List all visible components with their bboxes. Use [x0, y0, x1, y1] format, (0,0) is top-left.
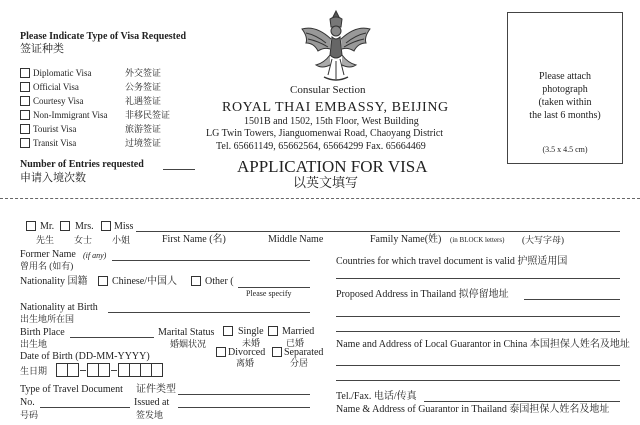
- official-visa-label-cn: 公务签证: [125, 82, 162, 92]
- photo-instruction-3: (taken within: [538, 97, 592, 108]
- tel-fax-label: Tel./Fax. 电话/传真: [336, 391, 417, 402]
- dob-digit-box[interactable]: [67, 363, 79, 377]
- non-immigrant-visa-label-cn: 非移民签证: [125, 110, 171, 120]
- travel-doc-field[interactable]: [178, 394, 310, 395]
- embassy-address-line1: 1501B and 1502, 15th Floor, West Building: [244, 116, 419, 127]
- transit-visa-label: Transit Visa: [33, 138, 77, 148]
- official-visa-checkbox[interactable]: [20, 82, 30, 92]
- marital-status-label: Marital Status: [158, 327, 215, 338]
- dob-digit-box[interactable]: [151, 363, 163, 377]
- nationality-birth-label: Nationality at Birth: [20, 302, 98, 313]
- divorced-label: Divorced: [228, 347, 266, 358]
- transit-visa-label-cn: 过境签证: [125, 138, 162, 148]
- block-letters-note-cn: (大写字母): [522, 235, 564, 245]
- travel-doc-label: Type of Travel Document: [20, 384, 123, 395]
- official-visa-label: Official Visa: [33, 82, 79, 92]
- embassy-name: ROYAL THAI EMBASSY, BEIJING: [222, 100, 449, 115]
- miss-checkbox[interactable]: [101, 221, 111, 231]
- courtesy-visa-label: Courtesy Visa: [33, 96, 84, 106]
- family-name-label: Family Name(姓): [370, 234, 442, 245]
- non-immigrant-visa-checkbox[interactable]: [20, 110, 30, 120]
- form-title-cn: 以英文填写: [293, 175, 359, 190]
- name-field-line[interactable]: [136, 231, 620, 232]
- local-guarantor-field-1[interactable]: [336, 365, 620, 366]
- birth-place-label: Birth Place: [20, 327, 65, 338]
- entries-label: Number of Entries requested: [20, 159, 144, 170]
- please-specify-note: Please specify: [246, 289, 292, 298]
- photo-instruction-4: the last 6 months): [529, 110, 601, 121]
- issued-at-field[interactable]: [178, 407, 310, 408]
- proposed-address-field-2[interactable]: [336, 316, 620, 317]
- issued-at-label: Issued at: [134, 397, 170, 408]
- chinese-checkbox[interactable]: [98, 276, 108, 286]
- dob-label: Date of Birth (DD-MM-YYYY): [20, 351, 150, 362]
- single-checkbox[interactable]: [223, 326, 233, 336]
- dob-separator: [111, 370, 117, 371]
- nationality-birth-field[interactable]: [108, 312, 310, 313]
- married-label: Married: [282, 326, 315, 337]
- married-label-cn: 已婚: [286, 338, 305, 348]
- divorced-checkbox[interactable]: [216, 347, 226, 357]
- doc-no-field[interactable]: [40, 407, 130, 408]
- travel-doc-label-cn: 证件类型: [136, 384, 176, 395]
- other-nationality-field[interactable]: [238, 287, 310, 288]
- proposed-address-label: Proposed Address in Thailand 拟停留地址: [336, 289, 509, 300]
- proposed-address-field-1[interactable]: [524, 299, 620, 300]
- dob-label-cn: 生日期: [20, 366, 48, 376]
- diplomatic-visa-checkbox[interactable]: [20, 68, 30, 78]
- miss-label: Miss: [114, 221, 134, 232]
- nationality-label: Nationality 国籍: [20, 276, 88, 287]
- middle-name-label: Middle Name: [268, 234, 324, 245]
- chinese-label: Chinese/中国人: [112, 276, 177, 287]
- tourist-visa-label: Tourist Visa: [33, 124, 77, 134]
- other-nationality-label: Other (: [205, 276, 234, 287]
- local-guarantor-label: Name and Address of Local Guarantor in China 本国担保人姓名及地址: [336, 339, 630, 350]
- marital-status-label-cn: 婚姻状况: [170, 339, 207, 349]
- tel-fax-field[interactable]: [424, 401, 620, 402]
- entries-field-line[interactable]: [163, 169, 195, 170]
- mr-label-cn: 先生: [36, 235, 55, 245]
- tourist-visa-checkbox[interactable]: [20, 124, 30, 134]
- block-letters-note: (in BLOCK letters): [450, 236, 505, 244]
- former-name-label: Former Name: [20, 249, 76, 260]
- birth-place-field[interactable]: [70, 337, 154, 338]
- separated-label-cn: 分居: [290, 358, 309, 368]
- embassy-tel: Tel. 65661149, 65662564, 65664299 Fax. 65664469: [216, 141, 426, 152]
- dob-separator: [80, 370, 86, 371]
- former-name-note: (if any): [83, 251, 107, 260]
- mr-label: Mr.: [40, 221, 55, 232]
- courtesy-visa-checkbox[interactable]: [20, 96, 30, 106]
- proposed-address-field-3[interactable]: [336, 331, 620, 332]
- garuda-emblem-icon: [296, 7, 376, 87]
- non-immigrant-visa-label: Non-Immigrant Visa: [33, 110, 108, 120]
- mr-checkbox[interactable]: [26, 221, 36, 231]
- embassy-address-line2: LG Twin Towers, Jianguomenwai Road, Chaoyang District: [206, 128, 444, 139]
- married-checkbox[interactable]: [268, 326, 278, 336]
- photo-instruction-2: photograph: [542, 84, 588, 95]
- mrs-checkbox[interactable]: [60, 221, 70, 231]
- divorced-label-cn: 离婚: [236, 358, 255, 368]
- separated-label: Separated: [284, 347, 324, 358]
- nationality-birth-label-cn: 出生地所在国: [20, 314, 75, 324]
- transit-visa-checkbox[interactable]: [20, 138, 30, 148]
- countries-valid-field[interactable]: [336, 278, 620, 279]
- doc-no-label: No.: [20, 397, 35, 408]
- other-nationality-checkbox[interactable]: [191, 276, 201, 286]
- section-divider: [0, 198, 640, 199]
- single-label: Single: [238, 326, 264, 337]
- photo-size: (3.5 x 4.5 cm): [542, 145, 588, 154]
- tourist-visa-label-cn: 旅游签证: [125, 124, 162, 134]
- diplomatic-visa-label-cn: 外交签证: [125, 68, 162, 78]
- entries-label-cn: 申请入境次数: [20, 172, 86, 184]
- mrs-label: Mrs.: [75, 221, 94, 232]
- former-name-label-cn: 曾用名 (如有): [20, 261, 74, 271]
- photo-instruction-1: Please attach: [539, 71, 591, 82]
- first-name-label: First Name (名): [162, 234, 226, 245]
- single-label-cn: 未婚: [242, 338, 261, 348]
- form-title: APPLICATION FOR VISA: [237, 157, 428, 176]
- local-guarantor-field-2[interactable]: [336, 380, 620, 381]
- photo-box[interactable]: [507, 12, 623, 164]
- guarantor-thailand-label: Name & Address of Guarantor in Thailand 泰国担保人姓名及地址: [336, 404, 610, 415]
- doc-no-label-cn: 号码: [20, 410, 39, 420]
- dob-digit-box[interactable]: [98, 363, 110, 377]
- consular-section: Consular Section: [290, 84, 366, 96]
- issued-at-label-cn: 签发地: [136, 410, 164, 420]
- miss-label-cn: 小姐: [112, 235, 131, 245]
- visa-type-title: Please Indicate Type of Visa Requested: [20, 31, 187, 42]
- separated-checkbox[interactable]: [272, 347, 282, 357]
- visa-type-title-cn: 签证种类: [20, 43, 64, 55]
- former-name-field[interactable]: [112, 260, 310, 261]
- birth-place-label-cn: 出生地: [20, 339, 48, 349]
- courtesy-visa-label-cn: 礼遇签证: [125, 96, 162, 106]
- diplomatic-visa-label: Diplomatic Visa: [33, 68, 92, 78]
- countries-valid-label: Countries for which travel document is valid 护照适用国: [336, 256, 568, 267]
- mrs-label-cn: 女士: [74, 235, 93, 245]
